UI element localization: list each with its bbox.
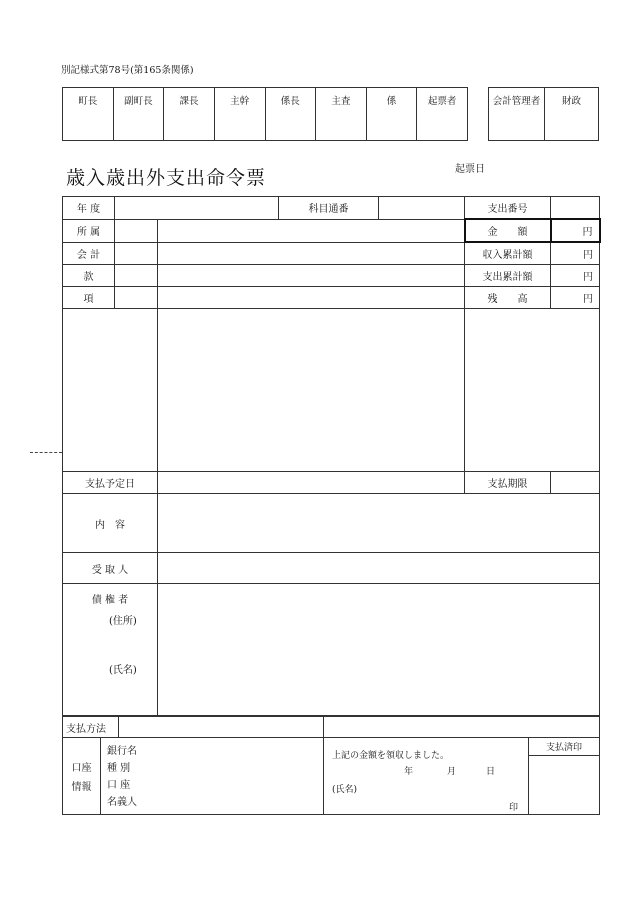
receipt-seal: 印 xyxy=(509,803,519,813)
kou-label: 項 xyxy=(63,287,115,309)
naiyou-field[interactable] xyxy=(158,494,600,553)
approver-cell[interactable]: 会計管理者 xyxy=(489,88,545,141)
detail-right-blank[interactable] xyxy=(465,309,600,472)
kamoku-label: 科目通番 xyxy=(279,197,379,220)
shozoku-code-field[interactable] xyxy=(115,219,158,242)
receipt-cell[interactable] xyxy=(324,738,529,815)
receipt-name-label: (氏名) xyxy=(332,785,358,795)
nendo-field[interactable] xyxy=(115,197,279,220)
approver-cell[interactable]: 主査 xyxy=(316,88,367,141)
kihyou-date-label[interactable]: 起票日 xyxy=(455,164,485,175)
kingaku-field[interactable] xyxy=(551,219,600,242)
saikensha-field[interactable] xyxy=(158,584,600,716)
uketori-label: 受 取 人 xyxy=(63,553,158,584)
form-title: 歳入歳出外支出命令票 xyxy=(66,167,267,189)
sumi-label: 支払済印 xyxy=(529,738,599,756)
naiyou-label: 内 容 xyxy=(63,494,158,553)
houhou-label: 支払方法 xyxy=(63,717,119,738)
kaikei-code-field[interactable] xyxy=(115,242,158,265)
approver-cell[interactable]: 副町長 xyxy=(113,88,164,141)
detail-left-blank[interactable] xyxy=(63,309,158,472)
uketori-field[interactable] xyxy=(158,553,600,584)
approval-table-accounting xyxy=(488,87,599,141)
detail-middle-blank[interactable] xyxy=(158,309,465,472)
saikensha-label-cell xyxy=(63,584,158,716)
payment-table xyxy=(62,716,600,815)
approver-cell[interactable]: 係長 xyxy=(265,88,316,141)
yen-unit: 円 xyxy=(583,250,594,261)
shishutsu-ruikei-label: 支出累計額 xyxy=(465,265,551,287)
shozoku-field[interactable] xyxy=(158,219,465,242)
kan-field[interactable] xyxy=(158,265,465,287)
kouza-joho-label xyxy=(63,738,101,815)
kouza-details[interactable] xyxy=(101,738,324,815)
sumi-cell[interactable] xyxy=(529,738,600,815)
saikensha-label: 債 権 者 xyxy=(91,595,129,606)
shishutsu-no-label: 支出番号 xyxy=(465,197,551,220)
yen-unit: 円 xyxy=(583,294,594,305)
kan-label: 款 xyxy=(63,265,115,287)
houhou-right-field[interactable] xyxy=(324,717,600,738)
kou-code-field[interactable] xyxy=(115,287,158,309)
approver-cell[interactable]: 財政 xyxy=(545,88,599,141)
kingaku-label: 金 額 xyxy=(465,219,551,242)
approver-cell[interactable]: 起票者 xyxy=(417,88,468,141)
kou-field[interactable] xyxy=(158,287,465,309)
nendo-label: 年 度 xyxy=(63,197,115,220)
kaikei-field[interactable] xyxy=(158,242,465,265)
shishutsu-no-field[interactable] xyxy=(551,197,600,220)
zandaka-label: 残 高 xyxy=(465,287,551,309)
meigi-label: 名義人 xyxy=(107,797,137,808)
kouza-joho-line2: 情報 xyxy=(71,782,92,793)
shimei-label: (氏名) xyxy=(109,665,137,676)
kigen-label: 支払期限 xyxy=(465,472,551,494)
approval-table xyxy=(62,87,468,141)
kouza-joho-line1: 口座 xyxy=(71,763,92,774)
houhou-field[interactable] xyxy=(119,717,324,738)
yotei-label: 支払予定日 xyxy=(63,472,158,494)
jusho-label: (住所) xyxy=(109,616,137,627)
yen-unit: 円 xyxy=(583,272,594,283)
main-form-table xyxy=(62,196,601,716)
yotei-field[interactable] xyxy=(158,472,465,494)
receipt-day: 日 xyxy=(486,767,496,777)
kan-code-field[interactable] xyxy=(115,265,158,287)
shishutsu-ruikei-field[interactable] xyxy=(551,265,600,287)
yen-unit: 円 xyxy=(582,227,593,238)
kigen-field[interactable] xyxy=(551,472,600,494)
shubetsu-label: 種 別 xyxy=(107,763,131,774)
receipt-year: 年 xyxy=(404,767,414,777)
approver-cell[interactable]: 係 xyxy=(366,88,417,141)
approver-cell[interactable]: 主幹 xyxy=(214,88,265,141)
ginkou-label: 銀行名 xyxy=(107,746,137,757)
kouza-label: 口 座 xyxy=(107,780,131,791)
shozoku-label: 所 属 xyxy=(63,219,115,242)
shunyu-label: 収入累計額 xyxy=(465,242,551,265)
receipt-month: 月 xyxy=(447,767,457,777)
kamoku-field[interactable] xyxy=(379,197,465,220)
receipt-text: 上記の金額を領収しました。 xyxy=(332,751,450,761)
zandaka-field[interactable] xyxy=(551,287,600,309)
kaikei-label: 会 計 xyxy=(63,242,115,265)
approver-cell[interactable]: 町長 xyxy=(63,88,114,141)
shunyu-field[interactable] xyxy=(551,242,600,265)
fold-mark xyxy=(30,452,62,453)
form-reference: 別記様式第78号(第165条関係) xyxy=(61,65,194,76)
approver-cell[interactable]: 課長 xyxy=(164,88,215,141)
